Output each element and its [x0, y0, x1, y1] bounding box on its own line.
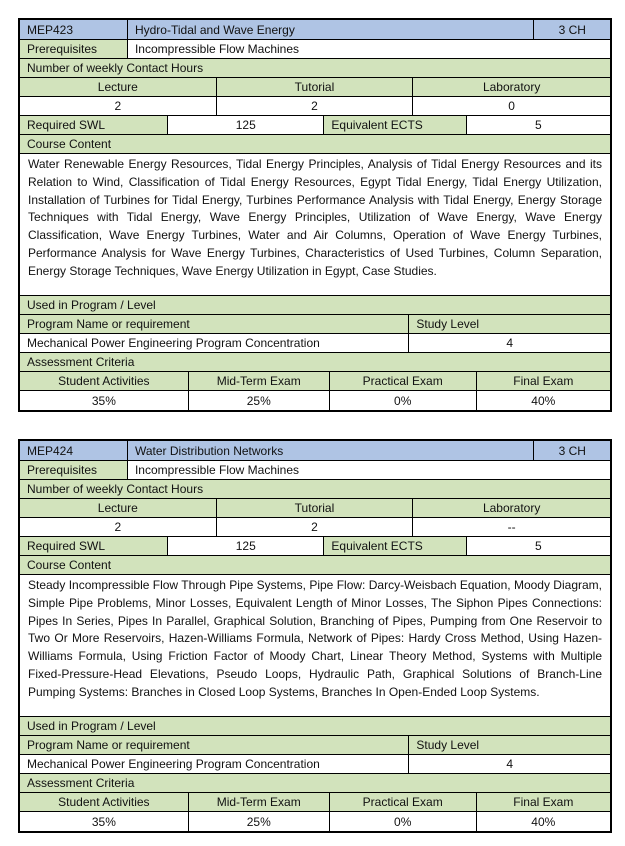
contact-hours-value-row: [20, 518, 610, 537]
course-table-mep424: [18, 439, 612, 833]
assessment-value-row: [20, 812, 610, 831]
program-header-row: [20, 736, 610, 755]
program-header-row: [20, 315, 610, 334]
required-swl-label: Required SWL: [20, 116, 168, 134]
student-activities-value: 35%: [20, 391, 189, 410]
required-swl-value: 125: [168, 116, 324, 134]
course-title: Hydro-Tidal and Wave Energy: [128, 20, 535, 39]
prerequisites-row: [20, 40, 610, 59]
prerequisites-value: Incompressible Flow Machines: [134, 463, 300, 477]
final-exam-header: Final Exam: [477, 372, 610, 390]
contact-hours-header-row: [20, 480, 610, 499]
laboratory-hours: --: [507, 520, 516, 534]
swl-ects-row: [20, 537, 610, 556]
program-name-value: Mechanical Power Engineering Program Concentration: [20, 334, 409, 352]
practical-exam-header: Practical Exam: [330, 372, 477, 390]
midterm-exam-header: Mid-Term Exam: [189, 793, 330, 811]
prerequisites-label: Prerequisites: [20, 461, 128, 479]
lecture-hours: 2: [20, 97, 217, 115]
student-activities-header: Student Activities: [20, 793, 189, 811]
equivalent-ects-value: 5: [534, 118, 542, 132]
assessment-criteria-header: Assessment Criteria: [20, 774, 610, 792]
swl-ects-row: [20, 116, 610, 135]
course-content-header-row: [20, 135, 610, 154]
student-activities-value: 35%: [20, 812, 189, 831]
midterm-exam-value: 25%: [189, 812, 330, 831]
course-content-row: [20, 575, 610, 717]
program-name-header: Program Name or requirement: [20, 315, 409, 333]
lecture-hours: 2: [20, 518, 217, 536]
final-exam-value: 40%: [531, 814, 556, 829]
course-content-row: [20, 154, 610, 296]
course-code: MEP424: [20, 441, 128, 460]
assessment-criteria-header: Assessment Criteria: [20, 353, 610, 371]
tutorial-hours: 2: [217, 97, 414, 115]
course-content-text: Water Renewable Energy Resources, Tidal Energy Principles, Analysis of Tidal Energy Resources and its Relation to Wind, Classification of Tidal Energy Resources, Egypt Tidal Energy, Tidal Energy Utilization, Installation of Turbines for Tidal Energy, Turbines Performance Analysis with Tidal Energy, Energy Storage Techniques with Tidal Energy, Wave Energy Principles, Utilization of Wave Energy, Wave Energy Classification, Wave Energy Turbines, Water and Air Columns, Operation of Wave Energy Turbines, Performance Analysis for Wave Energy Turbines, Characteristics of Used Turbines, Column Separation, Energy Storage Techniques, Wave Energy Utilization in Egypt, Case Studies.: [28, 157, 602, 278]
contact-hours-header: Number of weekly Contact Hours: [20, 59, 610, 77]
equivalent-ects-label: Equivalent ECTS: [324, 116, 466, 134]
assessment-value-row: [20, 391, 610, 410]
used-in-program-row: [20, 717, 610, 736]
study-level-value: 4: [506, 757, 514, 771]
program-name-value: Mechanical Power Engineering Program Concentration: [20, 755, 409, 773]
tutorial-header: Tutorial: [217, 78, 414, 96]
credit-hours-badge: 3 CH: [534, 441, 610, 460]
course-code: MEP423: [20, 20, 128, 39]
prerequisites-row: [20, 461, 610, 480]
required-swl-label: Required SWL: [20, 537, 168, 555]
study-level-header: Study Level: [409, 315, 610, 333]
equivalent-ects-value: 5: [534, 539, 542, 553]
used-in-program-row: [20, 296, 610, 315]
course-table-mep423: [18, 18, 612, 412]
lecture-header: Lecture: [20, 499, 217, 517]
student-activities-header: Student Activities: [20, 372, 189, 390]
used-in-program-header: Used in Program / Level: [20, 296, 610, 314]
laboratory-header: Laboratory: [413, 78, 610, 96]
study-level-value: 4: [506, 336, 514, 350]
assessment-header-row: [20, 372, 610, 391]
used-in-program-header: Used in Program / Level: [20, 717, 610, 735]
course-title: Water Distribution Networks: [128, 441, 535, 460]
final-exam-value: 40%: [531, 393, 556, 408]
course-header-row: [20, 441, 610, 461]
required-swl-value: 125: [168, 537, 324, 555]
program-value-row: [20, 755, 610, 774]
contact-hours-label-row: [20, 499, 610, 518]
prerequisites-value: Incompressible Flow Machines: [134, 42, 300, 56]
course-header-row: [20, 20, 610, 40]
course-content-header: Course Content: [20, 135, 610, 153]
midterm-exam-value: 25%: [189, 391, 330, 410]
study-level-header: Study Level: [409, 736, 610, 754]
contact-hours-header: Number of weekly Contact Hours: [20, 480, 610, 498]
final-exam-header: Final Exam: [477, 793, 610, 811]
tutorial-header: Tutorial: [217, 499, 414, 517]
program-value-row: [20, 334, 610, 353]
midterm-exam-header: Mid-Term Exam: [189, 372, 330, 390]
lecture-header: Lecture: [20, 78, 217, 96]
contact-hours-label-row: [20, 78, 610, 97]
course-content-text: Steady Incompressible Flow Through Pipe Systems, Pipe Flow: Darcy-Weisbach Equation, Moody Diagram, Simple Pipe Problems, Minor Losses, Equivalent Length of Minor Losses, The Siphon Pipes Connections: Pipes In Series, Pipes In Parallel, Graphical Solution, Branching of Pipes, Pumping from One Reservoir to Two Or More Reservoirs, Hazen-Williams Formula, Network of Pipes: Hardy Cross Method, Using Hazen-Williams Formula, Using Friction Factor of Moody Chart, Linear Theory Method, Systems with Multiple Fixed-Pressure-Head Elevations, Pseudo Loops, Hydraulic Path, Graphical Solutions of Branch-Line Pumping Systems: Branches in Closed Loop Systems, Branches In Open-Ended Loop Systems.: [28, 578, 602, 699]
course-content-header-row: [20, 556, 610, 575]
credit-hours-badge: 3 CH: [534, 20, 610, 39]
contact-hours-value-row: [20, 97, 610, 116]
equivalent-ects-label: Equivalent ECTS: [324, 537, 466, 555]
prerequisites-label: Prerequisites: [20, 40, 128, 58]
practical-exam-value: 0%: [330, 812, 477, 831]
assessment-header-row: [20, 793, 610, 812]
assessment-criteria-row: [20, 774, 610, 793]
program-name-header: Program Name or requirement: [20, 736, 409, 754]
tutorial-hours: 2: [217, 518, 414, 536]
practical-exam-header: Practical Exam: [330, 793, 477, 811]
assessment-criteria-row: [20, 353, 610, 372]
laboratory-hours: 0: [508, 99, 515, 113]
practical-exam-value: 0%: [330, 391, 477, 410]
course-content-header: Course Content: [20, 556, 610, 574]
laboratory-header: Laboratory: [413, 499, 610, 517]
contact-hours-header-row: [20, 59, 610, 78]
